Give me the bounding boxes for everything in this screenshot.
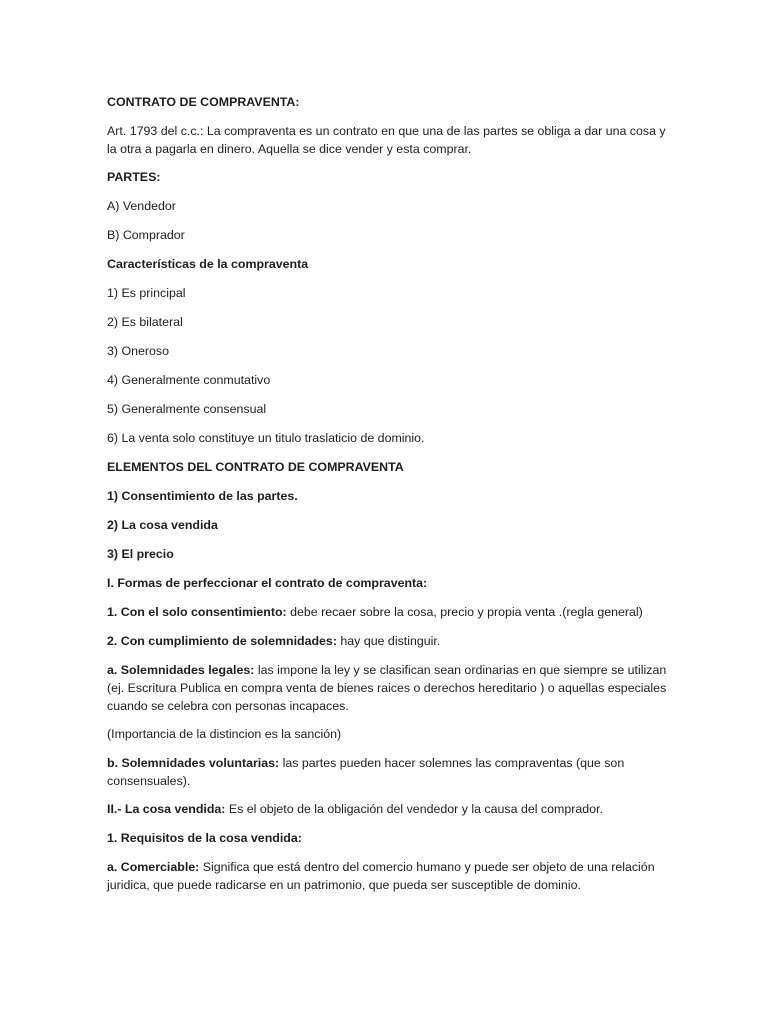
forma-2-paragraph: 2. Con cumplimiento de solemnidades: hay que distinguir. (107, 634, 441, 648)
caracteristica-item: 5) Generalmente consensual (107, 402, 267, 416)
elemento-item: 1) Consentimiento de las partes. (107, 489, 298, 503)
art-paragraph: Art. 1793 del c.c.: La compraventa es un contrato en que una de las partes se obliga a dar una cosa y la otra a pagarla en dinero. Aquella se dice vender y esta comprar. (107, 124, 666, 156)
partes-item: A) Vendedor (107, 199, 176, 213)
requisitos-heading: 1. Requisitos de la cosa vendida: (107, 831, 302, 845)
caracteristica-item: 2) Es bilateral (107, 315, 183, 329)
formas-heading: I. Formas de perfeccionar el contrato de compraventa: (107, 576, 428, 590)
cosa-vendida-paragraph: II.- La cosa vendida: Es el objeto de la obligación del vendedor y la causa del comprador. (107, 802, 603, 816)
caracteristica-item: 3) Oneroso (107, 344, 169, 358)
document-page (107, 93, 667, 905)
caracteristica-item: 4) Generalmente conmutativo (107, 373, 271, 387)
caracteristicas-heading: Características de la compraventa (107, 257, 309, 271)
partes-heading: PARTES: (107, 170, 161, 184)
elemento-item: 2) La cosa vendida (107, 518, 218, 532)
document-title: CONTRATO DE COMPRAVENTA: (107, 95, 300, 109)
comerciable-paragraph: a. Comerciable: Significa que está dentro del comercio humano y puede ser objeto de una relación juridica, que puede radicarse en un patrimonio, que pueda ser susceptible de dominio. (107, 860, 655, 892)
solemnidades-voluntarias-paragraph: b. Solemnidades voluntarias: las partes pueden hacer solemnes las compraventas (que son consensuales). (107, 756, 625, 788)
solemnidades-legales-paragraph: a. Solemnidades legales: las impone la ley y se clasifican sean ordinarias en que siempre se utilizan (ej. Escritura Publica en compra venta de bienes raices o derechos hereditario ) o aquellas especiales cuando se celebra con personas incapaces. (107, 663, 667, 713)
elemento-item: 3) El precio (107, 547, 174, 561)
elementos-heading: ELEMENTOS DEL CONTRATO DE COMPRAVENTA (107, 460, 404, 474)
caracteristica-item: 1) Es principal (107, 286, 186, 300)
importancia-note: (Importancia de la distincion es la sanción) (107, 727, 342, 741)
caracteristica-item: 6) La venta solo constituye un titulo traslaticio de dominio. (107, 431, 425, 445)
forma-1-paragraph: 1. Con el solo consentimiento: debe recaer sobre la cosa, precio y propia venta .(regla general) (107, 605, 643, 619)
partes-item: B) Comprador (107, 228, 185, 242)
